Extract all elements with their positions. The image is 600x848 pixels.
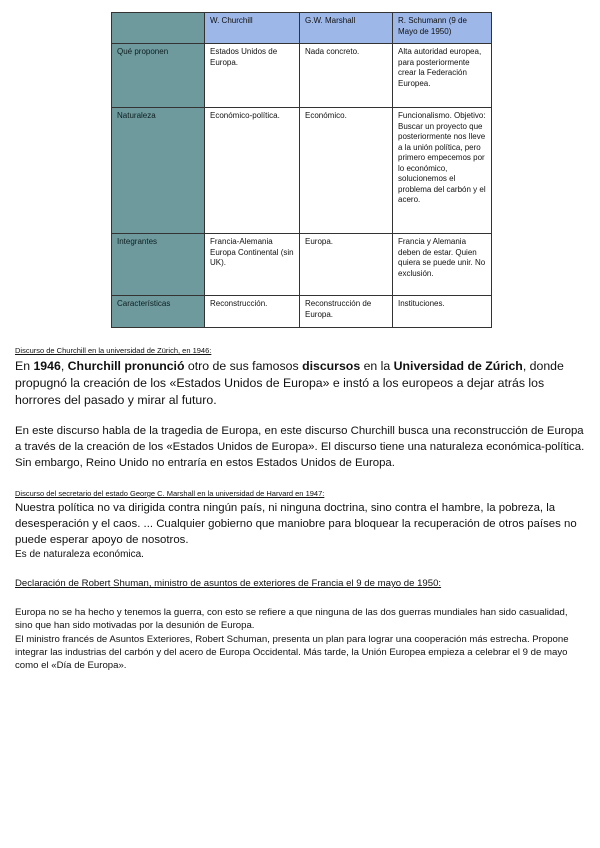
churchill-paragraph-2: En este discurso habla de la tragedia de Europa, en este discurso Churchill busca una reconstrucción de Europa a través de la creación de los «Estados Unidos de Europa». El discurso tiene una naturaleza económica-política. Sin embargo, Reino Unido no entraría en estos Estados Unidos de Europa. xyxy=(15,425,585,469)
table-cell: Nada concreto. xyxy=(300,44,393,108)
churchill-paragraph-1: En 1946, Churchill pronunció otro de sus famosos discursos en la Universidad de Zúrich, donde propugnó la creación de los «Estados Unidos de Europa» e instó a los europeos a dejar atrás los horrores del pasado y mirar al futuro. xyxy=(15,359,564,407)
table-cell: Francia-Alemania Europa Continental (sin UK). xyxy=(205,234,300,296)
header-marshall: G.W. Marshall xyxy=(300,13,393,44)
row-label: Características xyxy=(112,296,205,328)
table-header-row xyxy=(112,13,492,44)
table-cell: Alta autoridad europea, para posteriormente crear la Federación Europea. xyxy=(393,44,492,108)
table-cell: Económico-política. xyxy=(205,108,300,234)
table-row xyxy=(112,234,492,296)
table-cell: Reconstrucción de Europa. xyxy=(300,296,393,328)
row-label: Integrantes xyxy=(112,234,205,296)
schuman-declaration-title: Declaración de Robert Shuman, ministro de asuntos de exteriores de Francia el 9 de mayo de 1950: xyxy=(15,578,442,589)
row-label: Qué proponen xyxy=(112,44,205,108)
comparison-table xyxy=(111,12,492,328)
table-corner-cell xyxy=(112,13,205,44)
table-cell: Francia y Alemania deben de estar. Quien quiera se puede unir. No exclusión. xyxy=(393,234,492,296)
table-cell: Funcionalismo. Objetivo: Buscar un proyecto que posteriormente nos lleve a la unión política, pero primero empecemos por lo económico, solucionemos el problema del carbón y el acero. xyxy=(393,108,492,234)
table-cell: Económico. xyxy=(300,108,393,234)
header-churchill: W. Churchill xyxy=(205,13,300,44)
row-label: Naturaleza xyxy=(112,108,205,234)
table-row xyxy=(112,44,492,108)
table-cell: Instituciones. xyxy=(393,296,492,328)
marshall-quote: Nuestra política no va dirigida contra ningún país, ni ninguna doctrina, sino contra el hambre, la pobreza, la desesperación y el caos. ... Cualquier gobierno que maniobre para bloquear la recuperación de otros países no puede esperar apoyo de nosotros. xyxy=(15,502,577,546)
table-cell: Estados Unidos de Europa. xyxy=(205,44,300,108)
table-row xyxy=(112,296,492,328)
table-cell: Reconstrucción. xyxy=(205,296,300,328)
header-schumann: R. Schumann (9 de Mayo de 1950) xyxy=(393,13,492,44)
schuman-paragraph-1: Europa no se ha hecho y tenemos la guerra, con esto se refiere a que ninguna de las dos guerras mundiales han sido casualidad, sino que han sido motivadas por la desunión de Europa. xyxy=(15,607,568,632)
marshall-note: Es de naturaleza económica. xyxy=(15,549,144,560)
table-row xyxy=(112,108,492,234)
schuman-paragraph-2: El ministro francés de Asuntos Exteriores, Robert Schuman, presenta un plan para lograr una cooperación más estrecha. Propone integrar las industrias del carbón y del acero de Europa Occidental. Más tarde, la Unión Europea empieza a celebrar el 9 de mayo como el «Día de Europa». xyxy=(15,634,569,672)
marshall-speech-title: Discurso del secretario del estado George C. Marshall en la universidad de Harvard en 1947: xyxy=(15,489,325,498)
table-cell: Europa. xyxy=(300,234,393,296)
churchill-speech-title: Discurso de Churchill en la universidad de Zürich, en 1946: xyxy=(15,346,212,355)
